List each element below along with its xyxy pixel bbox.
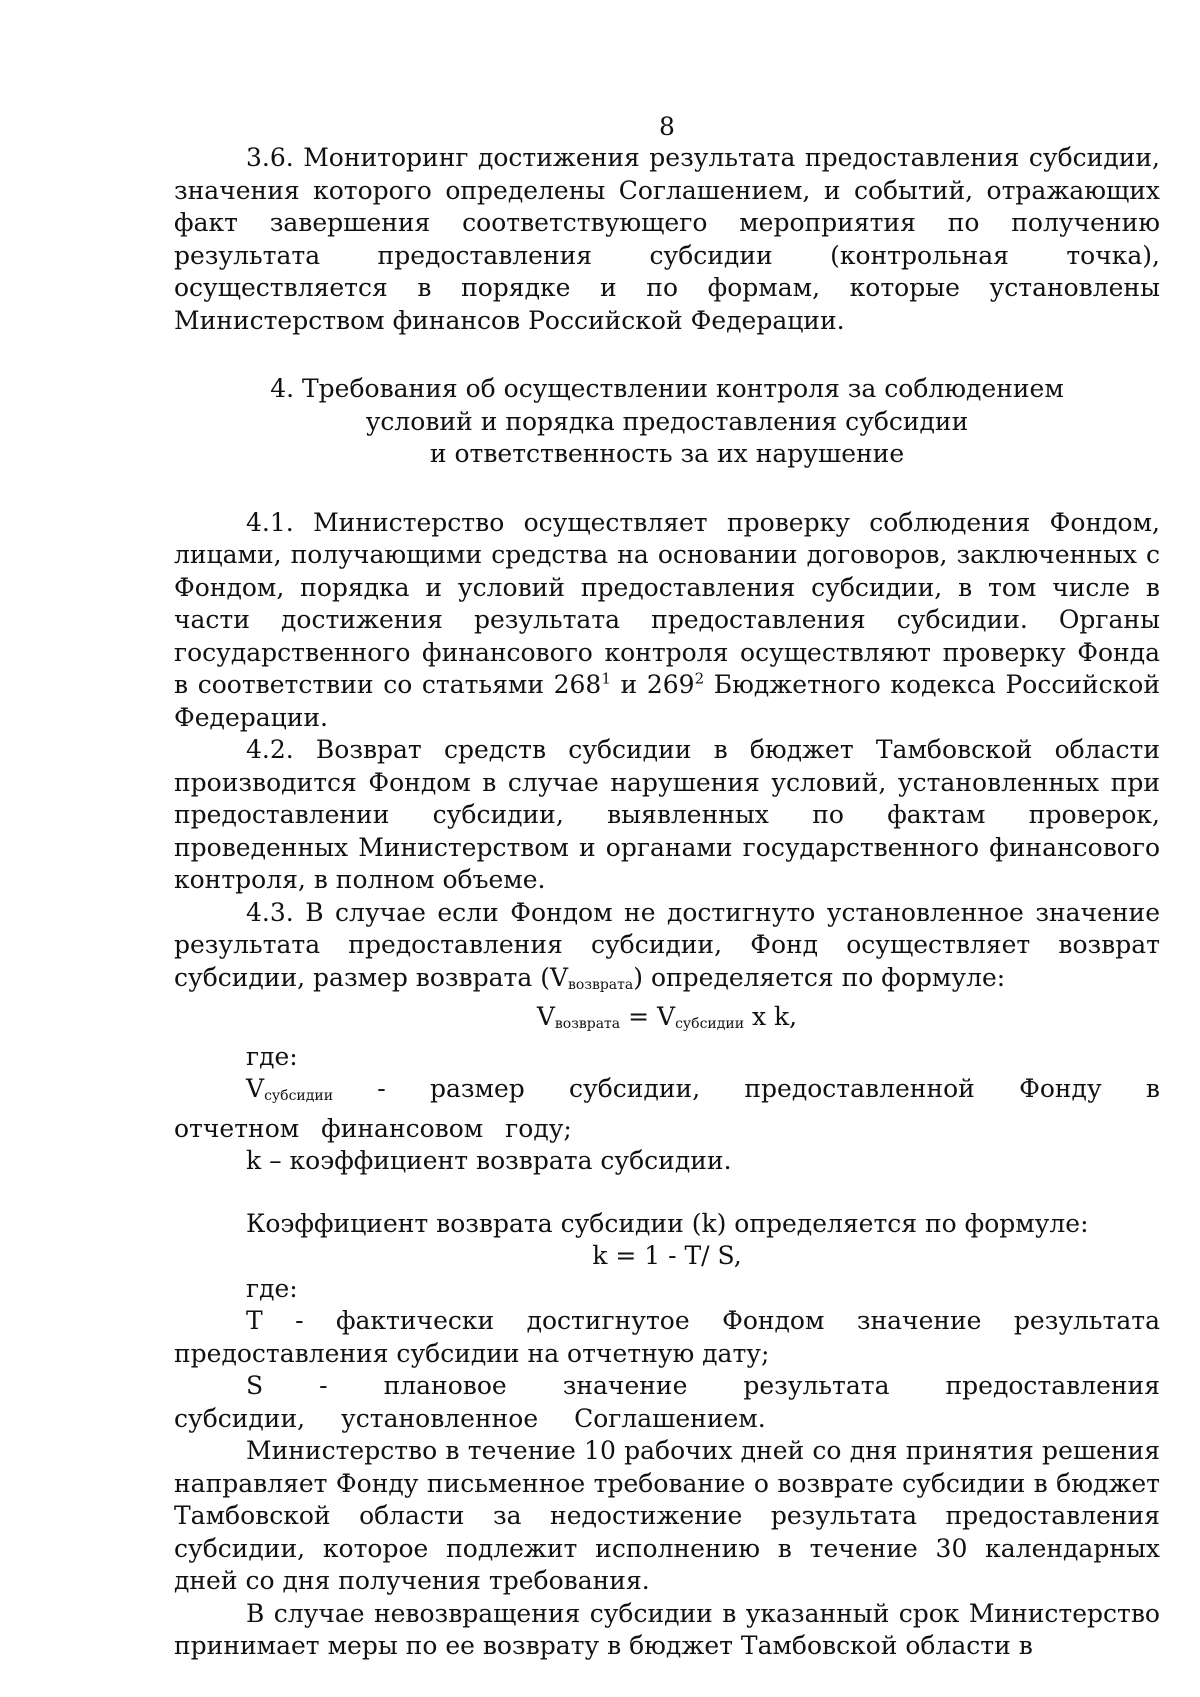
section-4-heading (174, 373, 1160, 471)
paragraph-4-1 (174, 507, 1160, 735)
definition-k: k – коэффициент возврата субсидии. (246, 1146, 732, 1175)
definition-s-text: S - плановое значение результата предоставления субсидии, установленное Соглашением. (174, 1371, 1160, 1433)
formula-return-sub2: субсидии (675, 1016, 745, 1032)
paragraph-3-6: 3.6. Мониторинг достижения результата предоставления субсидии, значения которого определены Соглашением, и событий, отражающих факт завершения соответствующего мероприятия по получению результата предоставления субсидии (контрольная точка), осуществляется в порядке и по формам, которые установлены Министерством финансов Российской Федерации. (174, 143, 1160, 335)
superscript-1: 1 (601, 669, 611, 688)
heading-line-2: условий и порядка предоставления субсидии (365, 406, 969, 436)
paragraph-4-3-text: 4.3. В случае если Фондом не достигнуто установленное значение результата предоставления субсидии, Фонд осуществляет возврат субсидии, размер возврата (V (174, 897, 1160, 992)
formula-return-tail: x k, (744, 1002, 798, 1031)
document-page (174, 112, 1160, 1663)
heading-line-1: 4. Требования об осуществлении контроля за соблюдением (270, 374, 1064, 403)
definition-v-subsidy (174, 1073, 1160, 1145)
paragraph-4-3-tail: ) определяется по формуле: (633, 962, 1006, 992)
paragraph-4-2: 4.2. Возврат средств субсидии в бюджет Тамбовской области производится Фондом в случае нарушения условий, установленных при предоставлении субсидии, выявленных по фактам проверок, проведенных Министерством и органами государственного финансового контроля, в полном объеме. (174, 735, 1160, 894)
paragraph-4-1-tail: Бюджетного кодекса Российской Федерации. (174, 670, 1160, 732)
paragraph-non-return: В случае невозвращения субсидии в указанный срок Министерство принимает меры по ее возврату в бюджет Тамбовской области в (174, 1598, 1160, 1660)
formula-return-sub1: возврата (554, 1016, 621, 1032)
heading-line-3: и ответственность за их нарушение (429, 439, 905, 468)
page-number: 8 (659, 112, 675, 141)
formula-return-eq: = V (620, 1002, 676, 1031)
paragraph-4-3 (174, 897, 1160, 1002)
superscript-2: 2 (694, 669, 705, 688)
formula-k: k = 1 - T/ S, (592, 1241, 742, 1270)
paragraph-4-1-text: 4.1. Министерство осуществляет проверку соблюдения Фондом, лицами, получающими средства на основании договоров, заключенных с Фондом, порядка и условий предоставления субсидии, в том числе в части достижения результата предоставления субсидии. Органы государственного финансового контроля осуществляют проверку Фонда в соответствии со статьями 268 (174, 507, 1160, 699)
definition-v-symbol: V (246, 1074, 265, 1103)
where-label-1: где: (246, 1041, 298, 1071)
formula-return (174, 1001, 1160, 1041)
where-label-2: где: (246, 1273, 298, 1303)
definition-t: Т - фактически достигнутое Фондом значение результата предоставления субсидии на отчетную дату; (174, 1306, 1160, 1368)
formula-return-v: V (536, 1002, 555, 1031)
definition-v-text: - размер субсидии, предоставленной Фонду в отчетном финансовом году; (174, 1074, 1160, 1143)
subscript-return: возврата (568, 976, 634, 993)
paragraph-ministry-demand: Министерство в течение 10 рабочих дней со дня принятия решения направляет Фонду письменное требование о возврате субсидии в бюджет Тамбовской области за недостижение результата предоставления субсидии, которое подлежит исполнению в течение 30 календарных дней со дня получения требования. (174, 1436, 1160, 1595)
k-formula-intro: Коэффициент возврата субсидии (k) определяется по формуле: (246, 1208, 1089, 1238)
definition-v-sub: субсидии (264, 1088, 334, 1104)
definition-s (174, 1370, 1160, 1435)
paragraph-4-1-mid: и 269 (610, 670, 695, 699)
